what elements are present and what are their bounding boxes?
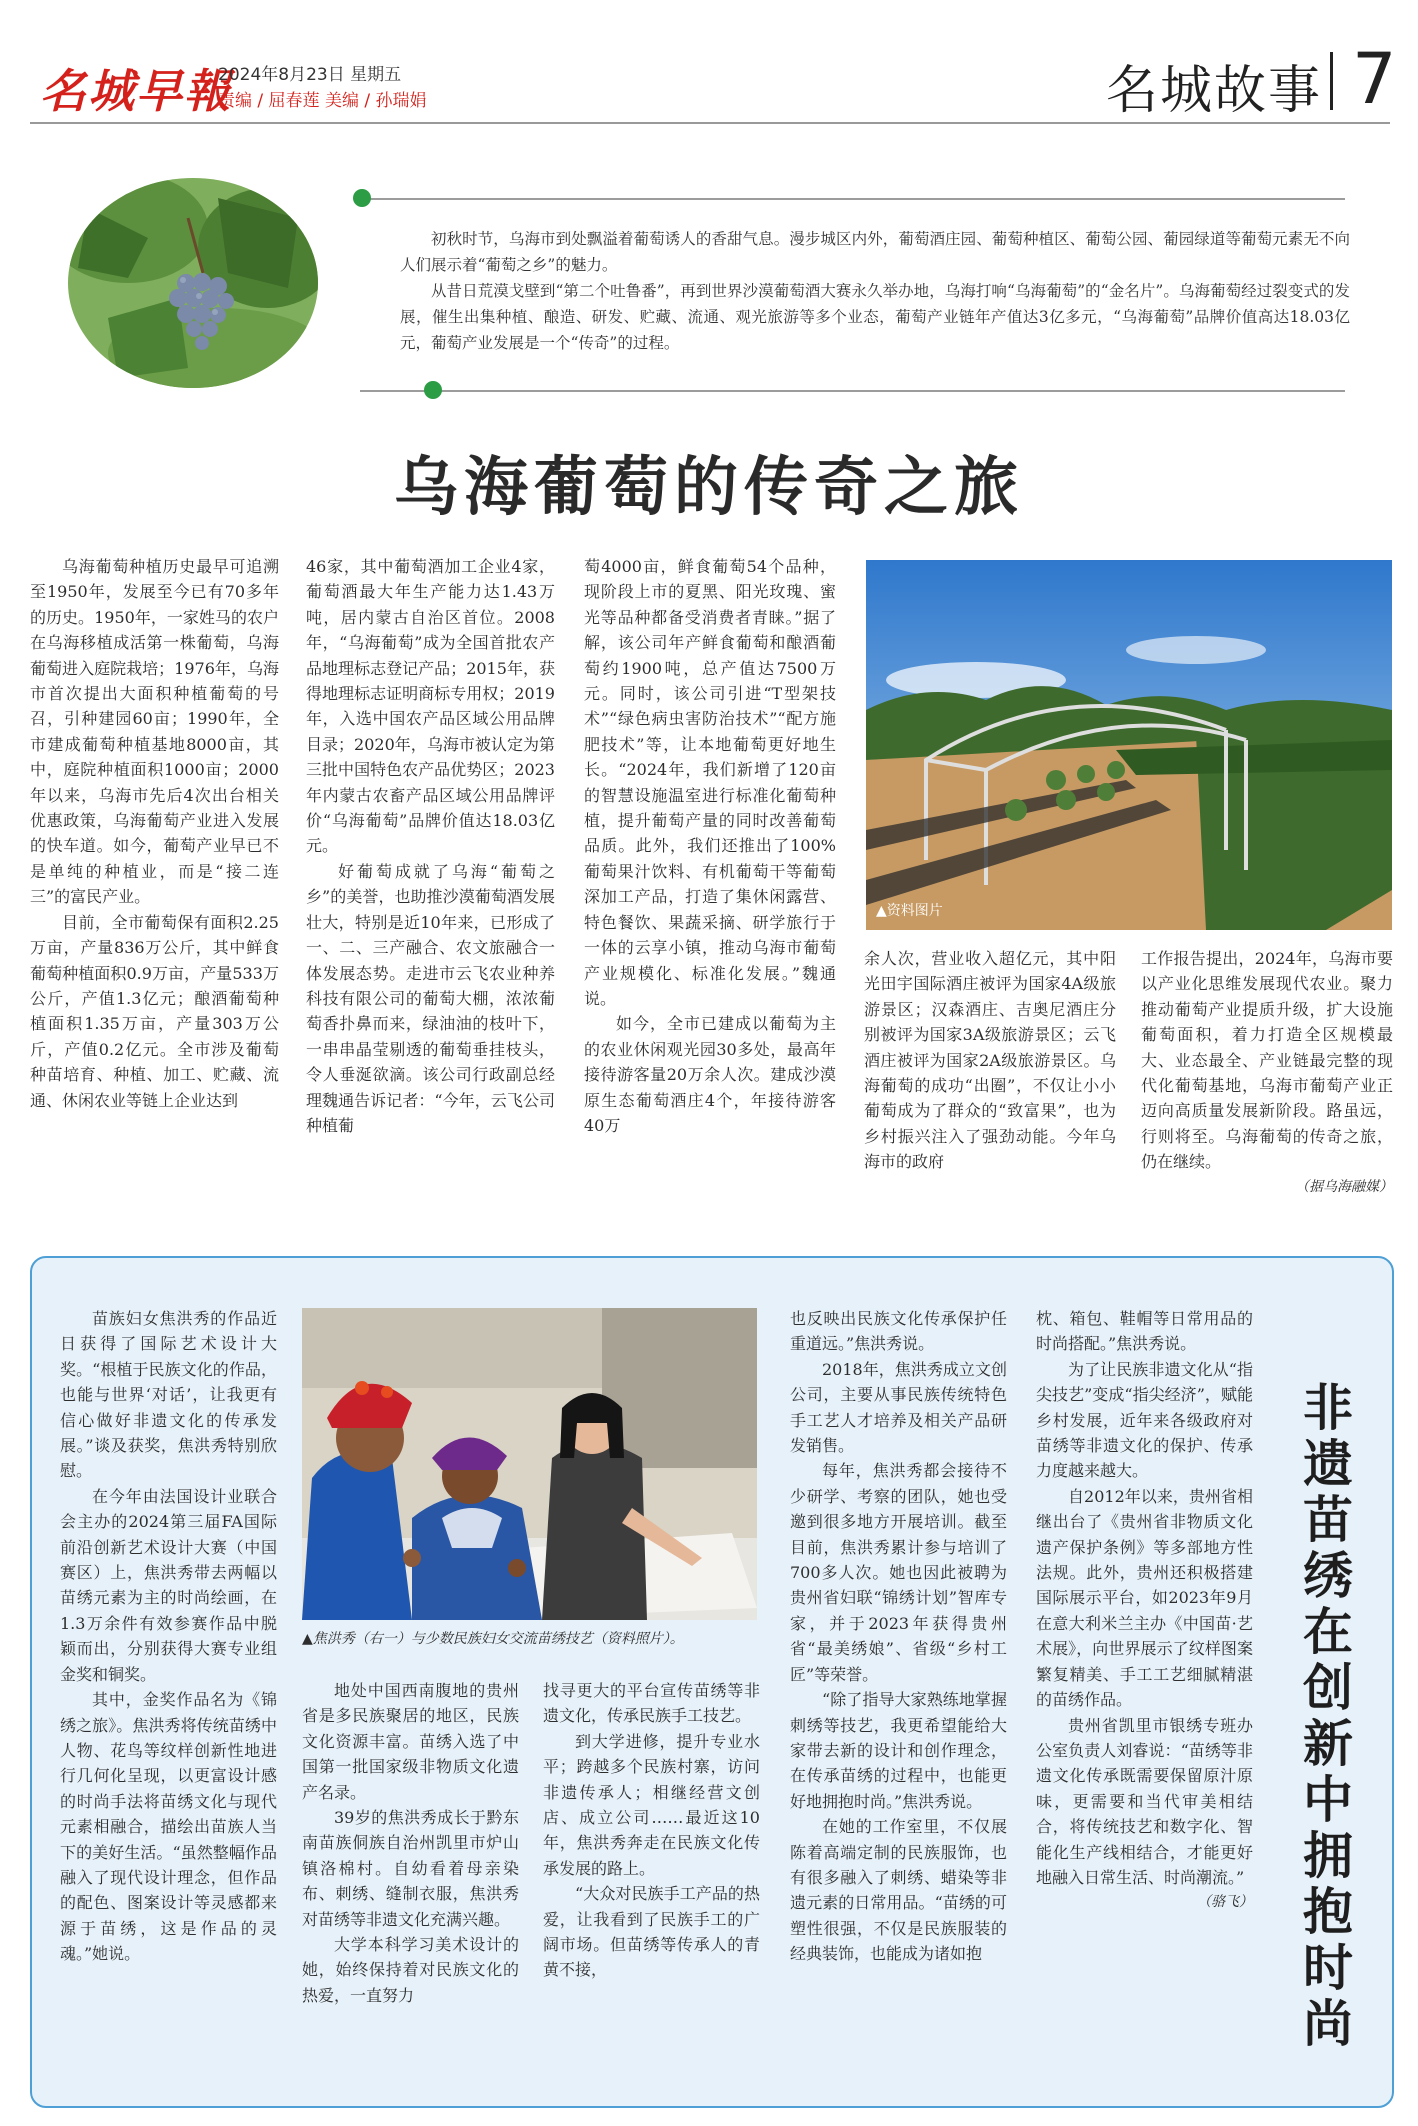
paragraph: 39岁的焦洪秀成长于黔东南苗族侗族自治州凯里市炉山镇洛棉村。自幼看着母亲染布、刺绣、缝制衣服，焦洪秀对苗绣等非遗文化充满兴趣。 (302, 1808, 519, 1929)
article1-column-5 (1141, 946, 1393, 1200)
paragraph: 萄4000亩，鲜食葡萄54个品种，现阶段上市的夏黑、阳光玫瑰、蜜光等品种都备受消费者青睐。”据了解，该公司年产鲜食葡萄和酿酒葡萄约1900吨，总产值达7500万元。同时，该公司引进“T型架技术”“绿色病虫害防治技术”“配方施肥技术”等，让本地葡萄更好地生长。“2024年，我们新增了120亩的智慧设施温室进行标准化葡萄种植，提升葡萄产量的同时改善葡萄品质。此外，我们还推出了100%葡萄果汁饮料、有机葡萄干等葡萄深加工产品，打造了集休闲露营、特色餐饮、果蔬采摘、研学旅行于一体的云享小镇，推动乌海市葡萄产业规模化、标准化发展。”魏通说。 (584, 557, 836, 1008)
lead-paragraph: 初秋时节，乌海市到处飘溢着葡萄诱人的香甜气息。漫步城区内外，葡萄酒庄园、葡萄种植区、葡萄公园、葡园绿道等葡萄元素无不向人们展示着“葡萄之乡”的魅力。 (400, 230, 1350, 274)
embroidery-photo-caption: ▲焦洪秀（右一）与少数民族妇女交流苗绣技艺（资料照片）。 (302, 1631, 684, 1647)
paragraph: 目前，全市葡萄保有面积2.25万亩，产量836万公斤，其中鲜食葡萄种植面积0.9万亩，产量533万公斤，产值1.3亿元；酿酒葡萄种植面积1.35万亩，产量303万公斤，产值0.2亿元。全市涉及葡萄种苗培育、种植、加工、贮藏、流通、休闲农业等链上企业达到 (30, 912, 279, 1110)
paragraph: 也反映出民族文化传承保护任重道远。”焦洪秀说。 (790, 1309, 1007, 1354)
paragraph: 找寻更大的平台宣传苗绣等非遗文化，传承民族手工技艺。 (543, 1681, 760, 1726)
paragraph: 工作报告提出，2024年，乌海市要以产业化思维发展现代农业。聚力推动葡萄产业提质升级，扩大设施葡萄面积，着力打造全区规模最大、业态最全、产业链最完整的现代化葡萄基地，乌海市葡萄产业正迈向高质量发展新阶段。路虽远，行则将至。乌海葡萄的传奇之旅，仍在继续。 (1141, 949, 1393, 1172)
article1-column-3 (584, 554, 836, 1138)
paragraph: 在今年由法国设计业联合会主办的2024第三届FA国际前沿创新艺术设计大赛（中国赛区）上，焦洪秀带去两幅以苗绣元素为主的时尚绘画，在1.3万余件有效参赛作品中脱颖而出，分别获得大赛专业组金奖和铜奖。 (60, 1486, 277, 1684)
paragraph: “除了指导大家熟练地掌握刺绣等技艺，我更希望能给大家带去新的设计和创作理念，在传承苗绣的过程中，也能更好地拥抱时尚。”焦洪秀说。 (790, 1690, 1007, 1811)
vineyard-photo (866, 560, 1392, 930)
page-number: 7 (1352, 38, 1397, 120)
editor-credits: 责编 / 屈春莲 美编 / 孙瑞娟 (218, 91, 427, 111)
lead-paragraphs (400, 226, 1350, 356)
paragraph: 其中，金奖作品名为《锦绣之旅》。焦洪秀将传统苗绣中人物、花鸟等纹样创新性地进行几何化呈现，以更富设计感的时尚手法将苗绣文化与现代元素相融合，描绘出苗族人当下的美好生活。“虽然整幅作品融入了现代设计理念，但作品的配色、图案设计等灵感都来源于苗绣，这是作品的灵魂。”她说。 (60, 1690, 277, 1964)
paragraph: 乌海葡萄种植历史最早可追溯至1950年，发展至今已有70多年的历史。1950年，一家姓马的农户在乌海移植成活第一株葡萄，乌海葡萄进入庭院栽培；1976年，乌海市首次提出大面积种植葡萄的号召，引种建园60亩；1990年，全市建成葡萄种植基地8000亩，其中，庭院种植面积1000亩；2000年以来，乌海市先后4次出台相关优惠政策，乌海葡萄产业进入发展的快车道。如今，葡萄产业早已不是单纯的种植业，而是“接二连三”的富民产业。 (30, 557, 279, 907)
article2-column-4 (790, 1306, 1007, 1967)
lead-bottom-rule (360, 390, 1345, 392)
vineyard-photo-caption: ▲资料图片 (876, 903, 943, 919)
paragraph: 46家，其中葡萄酒加工企业4家，葡萄酒最大年生产能力达1.43万吨，居内蒙古自治区首位。2008年，“乌海葡萄”成为全国首批农产品地理标志登记产品；2015年，获得地理标志证明商标专用权；2019年，入选中国农产品区域公用品牌目录；2020年，乌海市被认定为第三批中国特色农产品优势区；2023年内蒙古农畜产品区域公用品牌评价“乌海葡萄”品牌价值达18.03亿元。 (306, 557, 555, 856)
paragraph: 地处中国西南腹地的贵州省是多民族聚居的地区，民族文化资源丰富。苗绣入选了中国第一批国家级非物质文化遗产名录。 (302, 1681, 519, 1802)
header-rule (30, 122, 1390, 124)
article1-column-4 (864, 946, 1116, 1175)
paragraph: 苗族妇女焦洪秀的作品近日获得了国际艺术设计大奖。“根植于民族文化的作品，也能与世界‘对话’，让我更有信心做好非遗文化的传承发展。”谈及获奖，焦洪秀特别欣慰。 (60, 1309, 277, 1481)
article-title-grapes: 乌海葡萄的传奇之旅 (394, 451, 1024, 525)
article2-column-5 (1036, 1306, 1253, 1916)
article2-column-2 (302, 1678, 519, 2008)
article1-column-1 (30, 554, 279, 1113)
lead-bullet-dot (424, 381, 442, 399)
article2-column-1 (60, 1306, 277, 1967)
embroidery-exchange-photo (302, 1308, 757, 1620)
article-title-miao-embroidery: 非遗苗绣在创新中拥抱时尚 (1303, 1379, 1353, 2053)
paragraph: 每年，焦洪秀都会接待不少研学、考察的团队，她也受邀到很多地方开展培训。截至目前，焦洪秀累计参与培训了700多人次。她也因此被聘为贵州省妇联“锦绣计划”智库专家，并于2023年获得贵州省“最美绣娘”、省级“乡村工匠”等荣誉。 (790, 1461, 1007, 1684)
lead-paragraph: 从昔日荒漠戈壁到“第二个吐鲁番”，再到世界沙漠葡萄酒大赛永久举办地，乌海打响“乌海葡萄”的“金名片”。乌海葡萄经过裂变式的发展，催生出集种植、酿造、研发、贮藏、流通、观光旅游等多个业态，葡萄产业链年产值达3亿多元，“乌海葡萄”品牌价值高达18.03亿元，葡萄产业发展是一个“传奇”的过程。 (400, 282, 1350, 352)
paragraph: 枕、箱包、鞋帽等日常用品的时尚搭配。”焦洪秀说。 (1036, 1309, 1253, 1354)
grape-cluster-photo (68, 178, 318, 388)
paragraph: 2018年，焦洪秀成立文创公司，主要从事民族传统特色手工艺人才培养及相关产品研发销售。 (790, 1359, 1007, 1456)
paragraph: 在她的工作室里，不仅展陈着高端定制的民族服饰，也有很多融入了刺绣、蜡染等非遗元素的日常用品。“苗绣的可塑性很强，不仅是民族服装的经典装饰，也能成为诸如抱 (790, 1817, 1007, 1964)
masthead-meta (218, 62, 426, 114)
newspaper-logo: 名城早報 (40, 64, 232, 118)
paragraph: 到大学进修，提升专业水平；跨越多个民族村寨，访问非遗传承人；相继经营文创店、成立公司……最近这10年，焦洪秀奔走在民族文化传承发展的路上。 (543, 1731, 760, 1878)
paragraph: “大众对民族手工产品的热爱，让我看到了民族手工的广阔市场。但苗绣等传承人的青黄不接， (543, 1884, 760, 1980)
paragraph: 余人次，营业收入超亿元，其中阳光田宇国际酒庄被评为国家4A级旅游景区；汉森酒庄、吉奥尼酒庄分别被评为国家3A级旅游景区；云飞酒庄被评为国家2A级旅游景区。乌海葡萄的成功“出圈”，不仅让小小葡萄成为了群众的“致富果”，也为乡村振兴注入了强劲动能。今年乌海市的政府 (864, 949, 1116, 1172)
article2-source-credit: （骆飞） (1197, 1894, 1253, 1911)
article1-column-2 (306, 554, 555, 1138)
paragraph: 为了让民族非遗文化从“指尖技艺”变成“指尖经济”，赋能乡村发展，近年来各级政府对苗绣等非遗文化的保护、传承力度越来越大。 (1036, 1359, 1253, 1481)
paragraph: 如今，全市已建成以葡萄为主的农业休闲观光园30多处，最高年接待游客量20万余人次。建成沙漠原生态葡萄酒庄4个，年接待游客40万 (584, 1014, 836, 1135)
article1-source-credit: （据乌海融媒） (1295, 1178, 1393, 1195)
paragraph: 自2012年以来，贵州省相继出台了《贵州省非物质文化遗产保护条例》等多部地方性法规。此外，贵州还积极搭建国际展示平台，如2023年9月在意大利米兰主办《中国苗·艺术展》，向世界展示了纹样图案繁复精美、手工工艺细腻精湛的苗绣作品。 (1036, 1486, 1253, 1710)
lead-bullet-dot (353, 189, 371, 207)
lead-top-rule (360, 198, 1345, 200)
paragraph: 贵州省凯里市银绣专班办公室负责人刘睿说：“苗绣等非遗文化传承既需要保留原汁原味，更需要和当代审美相结合，将传统技艺和数字化、智能化生产线相结合，才能更好地融入日常生活、时尚潮流。” (1036, 1715, 1253, 1887)
paragraph: 好葡萄成就了乌海“葡萄之乡”的美誉，也助推沙漠葡萄酒发展壮大，特别是近10年来，已形成了一、二、三产融合、农文旅融合一体发展态势。走进市云飞农业种养科技有限公司的葡萄大棚，浓浓葡萄香扑鼻而来，绿油油的枝叶下，一串串晶莹剔透的葡萄垂挂枝头，令人垂涎欲滴。该公司行政副总经理魏通告诉记者：“今年，云飞公司种植葡 (306, 861, 555, 1135)
article2-column-3 (543, 1678, 760, 1983)
header-separator (1330, 52, 1333, 110)
paragraph: 大学本科学习美术设计的她，始终保持着对民族文化的热爱，一直努力 (302, 1935, 519, 2005)
section-name: 名城故事 (1106, 61, 1323, 121)
issue-date: 2024年8月23日 星期五 (218, 65, 402, 85)
